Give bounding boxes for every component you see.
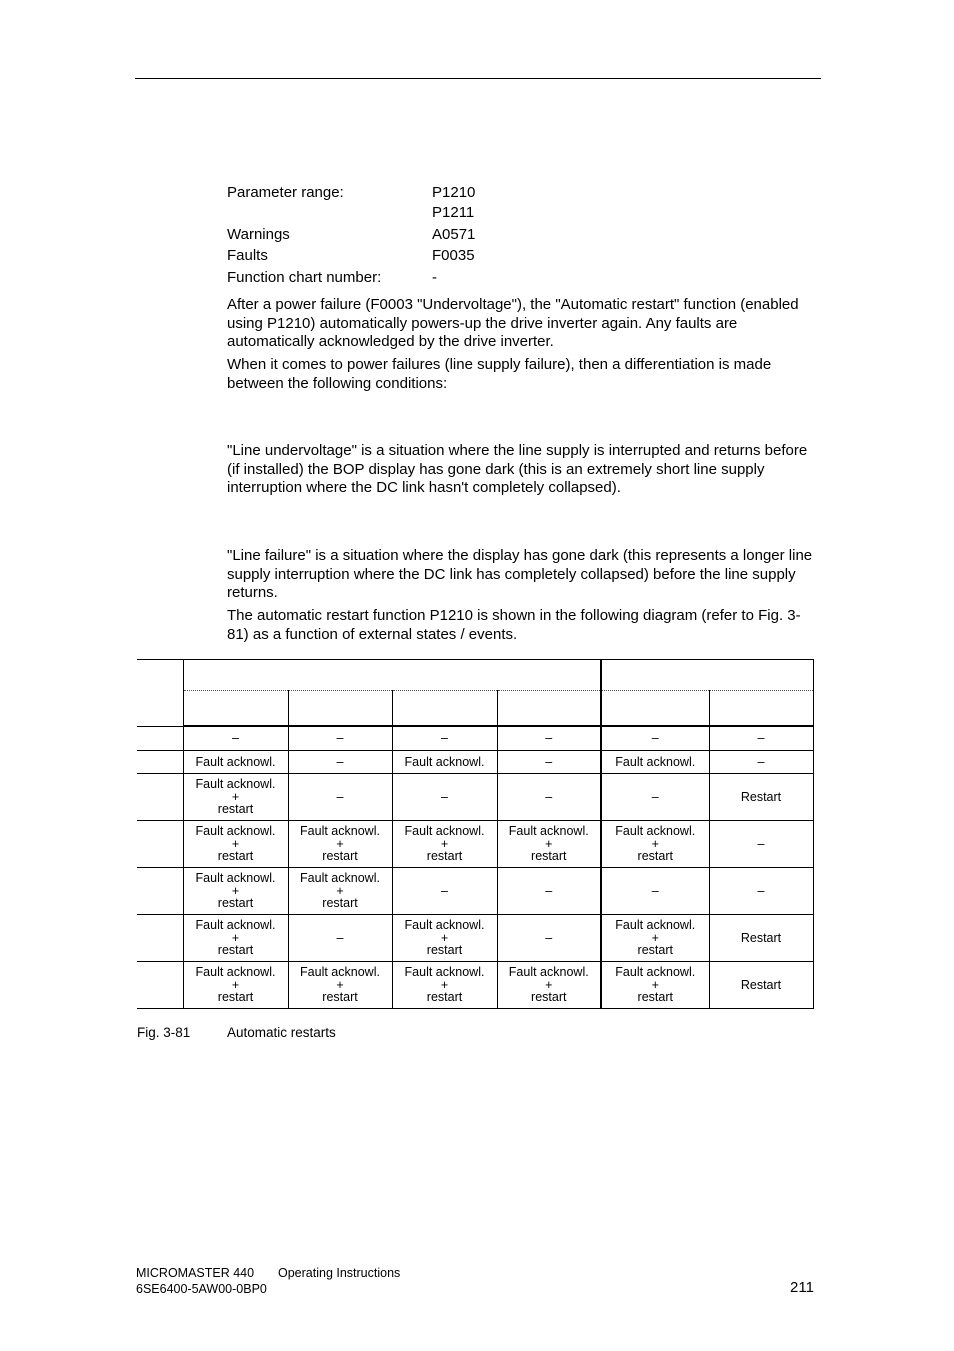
table-column-header	[709, 691, 813, 727]
table-cell: –	[497, 726, 601, 751]
table-cell: –	[601, 868, 709, 915]
table-cell: –	[709, 821, 813, 868]
restart-table	[137, 659, 814, 1009]
table-cell: Fault acknowl. + restart	[497, 962, 601, 1009]
paragraph: "Line undervoltage" is a situation where the line supply is interrupted and returns before (if installed) the BOP display has gone dark (this is an extremely short line supply interruption where the DC link hasn't completely collapsed).	[227, 442, 808, 496]
table-column-header	[288, 691, 392, 727]
param-value: P1211	[432, 204, 475, 221]
figure-title: Automatic restarts	[227, 1025, 336, 1040]
paragraph: "Line failure" is a situation where the display has gone dark (this represents a longer line supply interruption where the DC link has completely collapsed) before the line supply returns.	[227, 547, 813, 601]
page-footer	[136, 1265, 400, 1297]
param-label: Warnings	[227, 226, 290, 243]
table-column-header	[601, 691, 709, 727]
param-label: Faults	[227, 247, 268, 264]
table-cell: –	[601, 726, 709, 751]
table-cell: Fault acknowl.	[183, 751, 288, 774]
table-row	[137, 915, 813, 962]
table-cell: –	[709, 868, 813, 915]
table-cell: –	[497, 868, 601, 915]
table-cell: –	[601, 774, 709, 821]
table-cell: –	[392, 868, 497, 915]
header-rule	[135, 78, 821, 79]
paragraph: When it comes to power failures (line supply failure), then a differentiation is made between the following conditions:	[227, 356, 772, 392]
table-row	[137, 751, 813, 774]
table-row	[137, 774, 813, 821]
table-cell: –	[288, 915, 392, 962]
table-cell: Fault acknowl. + restart	[601, 821, 709, 868]
table-cell: –	[497, 915, 601, 962]
table-cell: Restart	[709, 962, 813, 1009]
table-row	[137, 868, 813, 915]
table-cell: Fault acknowl. + restart	[392, 962, 497, 1009]
table-cell: Restart	[709, 774, 813, 821]
table-cell: Fault acknowl. + restart	[497, 821, 601, 868]
param-label: Function chart number:	[227, 269, 382, 286]
footer-product: MICROMASTER 440	[136, 1266, 255, 1280]
table-row-header	[137, 915, 183, 962]
table-cell: Fault acknowl.	[601, 751, 709, 774]
table-header-row	[137, 691, 813, 727]
table-cell: Fault acknowl. + restart	[183, 962, 288, 1009]
table-cell: Fault acknowl. + restart	[183, 868, 288, 915]
table-row-header	[137, 751, 183, 774]
table-corner-cell	[137, 660, 183, 727]
table-cell: –	[497, 751, 601, 774]
table-cell: Fault acknowl. + restart	[392, 821, 497, 868]
param-label: Parameter range:	[227, 184, 344, 201]
table-row-header	[137, 868, 183, 915]
table-cell: Fault acknowl.	[392, 751, 497, 774]
table-header-row	[137, 660, 813, 691]
footer-order-number: 6SE6400-5AW00-0BP0	[136, 1282, 267, 1296]
table-row	[137, 962, 813, 1009]
table-cell: Fault acknowl. + restart	[601, 915, 709, 962]
table-cell: Fault acknowl. + restart	[392, 915, 497, 962]
table-cell: –	[709, 751, 813, 774]
table-cell: Restart	[709, 915, 813, 962]
param-value: P1210	[432, 184, 476, 201]
table-cell: Fault acknowl. + restart	[183, 821, 288, 868]
param-value: F0035	[432, 247, 475, 264]
table-group-header	[601, 660, 813, 691]
param-value: -	[432, 269, 437, 286]
table-row-header	[137, 726, 183, 751]
table-cell: –	[288, 751, 392, 774]
table-column-header	[392, 691, 497, 727]
page-number: 211	[790, 1279, 814, 1296]
table-cell: –	[288, 774, 392, 821]
table-body	[137, 726, 813, 1009]
table-cell: –	[288, 726, 392, 751]
footer-doc-type: Operating Instructions	[278, 1266, 401, 1280]
paragraph: The automatic restart function P1210 is shown in the following diagram (refer to Fig. 3-81) as a function of external states / events.	[227, 607, 801, 643]
table-cell: –	[497, 774, 601, 821]
table-cell: Fault acknowl. + restart	[288, 821, 392, 868]
table-row	[137, 821, 813, 868]
table-row-header	[137, 774, 183, 821]
table-cell: Fault acknowl. + restart	[288, 962, 392, 1009]
table-cell: –	[183, 726, 288, 751]
table-row-header	[137, 821, 183, 868]
paragraph: After a power failure (F0003 "Undervoltage"), the "Automatic restart" function (enabled using P1210) automatically powers-up the drive inverter again. Any faults are automatically acknowledged by the drive inverter.	[227, 296, 799, 350]
param-value: A0571	[432, 226, 476, 243]
table-cell: –	[709, 726, 813, 751]
table-cell: Fault acknowl. + restart	[601, 962, 709, 1009]
table-group-header	[183, 660, 601, 691]
table-row-header	[137, 962, 183, 1009]
table-row	[137, 726, 813, 751]
table-cell: –	[392, 774, 497, 821]
table-cell: Fault acknowl. + restart	[183, 915, 288, 962]
table-column-header	[497, 691, 601, 727]
table-column-header	[183, 691, 288, 727]
figure-label: Fig. 3-81	[137, 1025, 191, 1040]
table-cell: Fault acknowl. + restart	[288, 868, 392, 915]
table-cell: Fault acknowl. + restart	[183, 774, 288, 821]
table-cell: –	[392, 726, 497, 751]
